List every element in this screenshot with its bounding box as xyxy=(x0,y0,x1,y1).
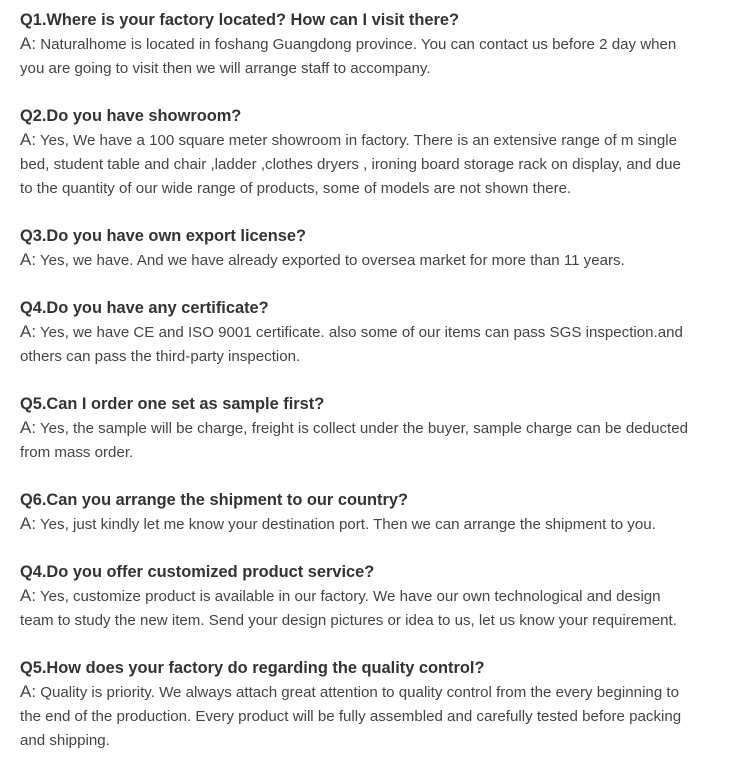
faq-item-4 xyxy=(20,296,734,369)
faq-question: Q3.Do you have own export license? xyxy=(20,227,306,245)
answer-prefix: A: xyxy=(20,682,37,701)
faq-answer xyxy=(20,416,734,465)
answer-prefix: A: xyxy=(20,418,37,437)
faq-item-7 xyxy=(20,560,734,633)
answer-text: Naturalhome is located in foshang Guangdong province. You can contact us before 2 day when xyxy=(40,36,677,53)
faq-answer-line: bed, student table and chair ,ladder ,clothes dryers , ironing board storage rack on display, and due xyxy=(20,156,681,173)
faq-item-5 xyxy=(20,392,734,465)
answer-text: Yes, the sample will be charge, freight is collect under the buyer, sample charge can be deducted xyxy=(39,420,689,437)
faq-answer-line: the end of the production. Every product will be fully assembled and carefully tested before packing xyxy=(20,708,682,725)
faq-question: Q5.Can I order one set as sample first? xyxy=(20,395,325,413)
faq-item-6 xyxy=(20,488,734,537)
faq-answer xyxy=(20,680,734,753)
answer-prefix: A: xyxy=(20,586,37,605)
answer-text: Yes, we have. And we have already exported to oversea market for more than 11 years. xyxy=(39,252,625,269)
faq-answer-line xyxy=(20,32,734,57)
answer-prefix: A: xyxy=(20,130,37,149)
faq-item-8 xyxy=(20,656,734,753)
faq-answer-line: others can pass the third-party inspection. xyxy=(20,348,301,365)
answer-text: Yes, customize product is available in our factory. We have our own technological and design xyxy=(39,588,661,605)
faq-answer xyxy=(20,584,734,633)
faq-answer-line xyxy=(20,320,734,345)
answer-text: Yes, we have CE and ISO 9001 certificate. also some of our items can pass SGS inspection.and xyxy=(39,324,683,341)
faq-item-3 xyxy=(20,224,734,273)
answer-text: Yes, just kindly let me know your destination port. Then we can arrange the shipment to you. xyxy=(39,516,656,533)
faq-item-2 xyxy=(20,104,734,201)
faq-answer-line xyxy=(20,680,734,705)
faq-answer xyxy=(20,512,734,537)
faq-answer-line: and shipping. xyxy=(20,732,110,749)
answer-prefix: A: xyxy=(20,322,37,341)
faq-question: Q2.Do you have showroom? xyxy=(20,107,242,125)
answer-text: Quality is priority. We always attach great attention to quality control from the every beginning to xyxy=(40,684,679,701)
faq-question: Q1.Where is your factory located? How can I visit there? xyxy=(20,11,460,29)
faq-answer-line xyxy=(20,584,734,609)
faq-question: Q6.Can you arrange the shipment to our country? xyxy=(20,491,408,509)
faq-answer xyxy=(20,128,734,201)
faq-answer-line xyxy=(20,128,734,153)
faq-question: Q5.How does your factory do regarding the quality control? xyxy=(20,659,485,677)
faq-answer-line: from mass order. xyxy=(20,444,134,461)
faq-answer-line xyxy=(20,416,734,441)
faq-answer xyxy=(20,320,734,369)
faq-answer-line xyxy=(20,512,734,537)
faq-answer-line: to the quantity of our wide range of products, some of models are not shown there. xyxy=(20,180,572,197)
faq-answer xyxy=(20,248,734,273)
faq-answer-line: you are going to visit then we will arrange staff to accompany. xyxy=(20,60,431,77)
answer-prefix: A: xyxy=(20,250,37,269)
faq-answer xyxy=(20,32,734,81)
faq-answer-line: team to study the new item. Send your design pictures or idea to us, let us know your requirement. xyxy=(20,612,677,629)
faq-question: Q4.Do you have any certificate? xyxy=(20,299,269,317)
answer-prefix: A: xyxy=(20,34,37,53)
answer-prefix: A: xyxy=(20,514,37,533)
faq-question: Q4.Do you offer customized product service? xyxy=(20,563,375,581)
faq-item-1 xyxy=(20,8,734,81)
faq-answer-line xyxy=(20,248,734,273)
answer-text: Yes, We have a 100 square meter showroom in factory. There is an extensive range of m single xyxy=(39,132,678,149)
